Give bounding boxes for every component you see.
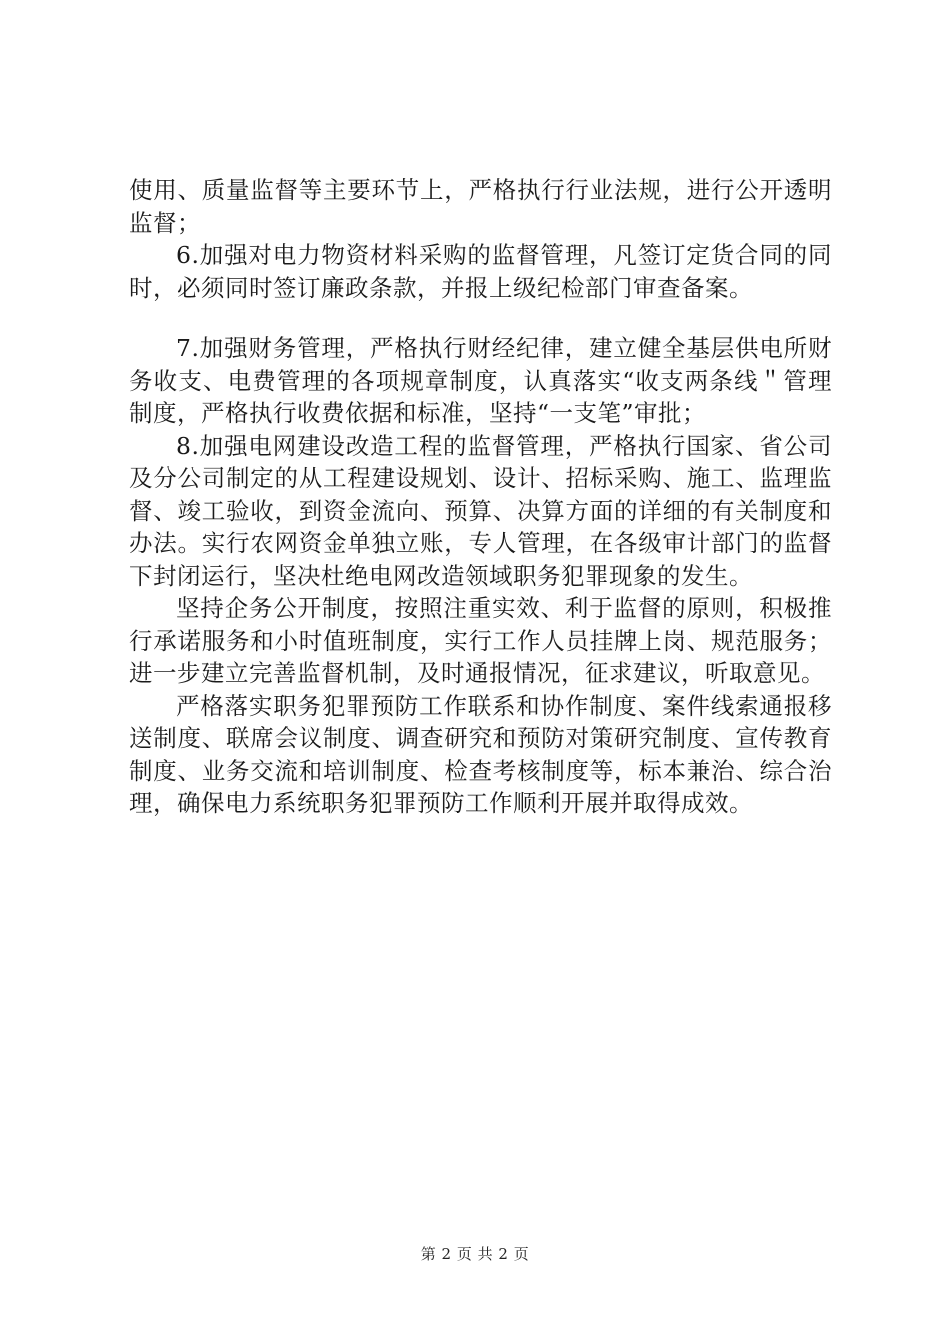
paragraph-item-8: 8.加强电网建设改造工程的监督管理，严格执行国家、省公司及分公司制定的从工程建设规划、设计、招标采购、施工、监理监督、竣工验收，到资金流向、预算、决算方面的详细的有关制度和办法。实行农网资金单独立账，专人管理，在各级审计部门的监督下封闭运行，坚决杜绝电网改造领域职务犯罪现象的发生。 [129,431,832,590]
paragraph-continuation: 使用、质量监督等主要环节上，严格执行行业法规，进行公开透明监督； [129,176,832,237]
document-body [129,174,832,820]
paragraph-item-7: 7.加强财务管理，严格执行财经纪律，建立健全基层供电所财务收支、电费管理的各项规章制度，认真落实“收支两条线＂管理制度，严格执行收费依据和标准，坚持“一支笔”审批； [129,334,832,427]
paragraph-openness: 坚持企务公开制度，按照注重实效、利于监督的原则，积极推行承诺服务和小时值班制度，实行工作人员挂牌上岗、规范服务；进一步建立完善监督机制，及时通报情况，征求建议，听取意见。 [129,594,832,687]
page-footer: 第 2 页 共 2 页 [420,1245,530,1263]
paragraph-prevention: 严格落实职务犯罪预防工作联系和协作制度、案件线索通报移送制度、联席会议制度、调查研究和预防对策研究制度、宣传教育制度、业务交流和培训制度、检查考核制度等，标本兼治、综合治理，确保电力系统职务犯罪预防工作顺利开展并取得成效。 [129,691,832,817]
paragraph-item-6: 6.加强对电力物资材料采购的监督管理，凡签订定货合同的同时，必须同时签订廉政条款，并报上级纪检部门审查备案。 [129,241,832,302]
